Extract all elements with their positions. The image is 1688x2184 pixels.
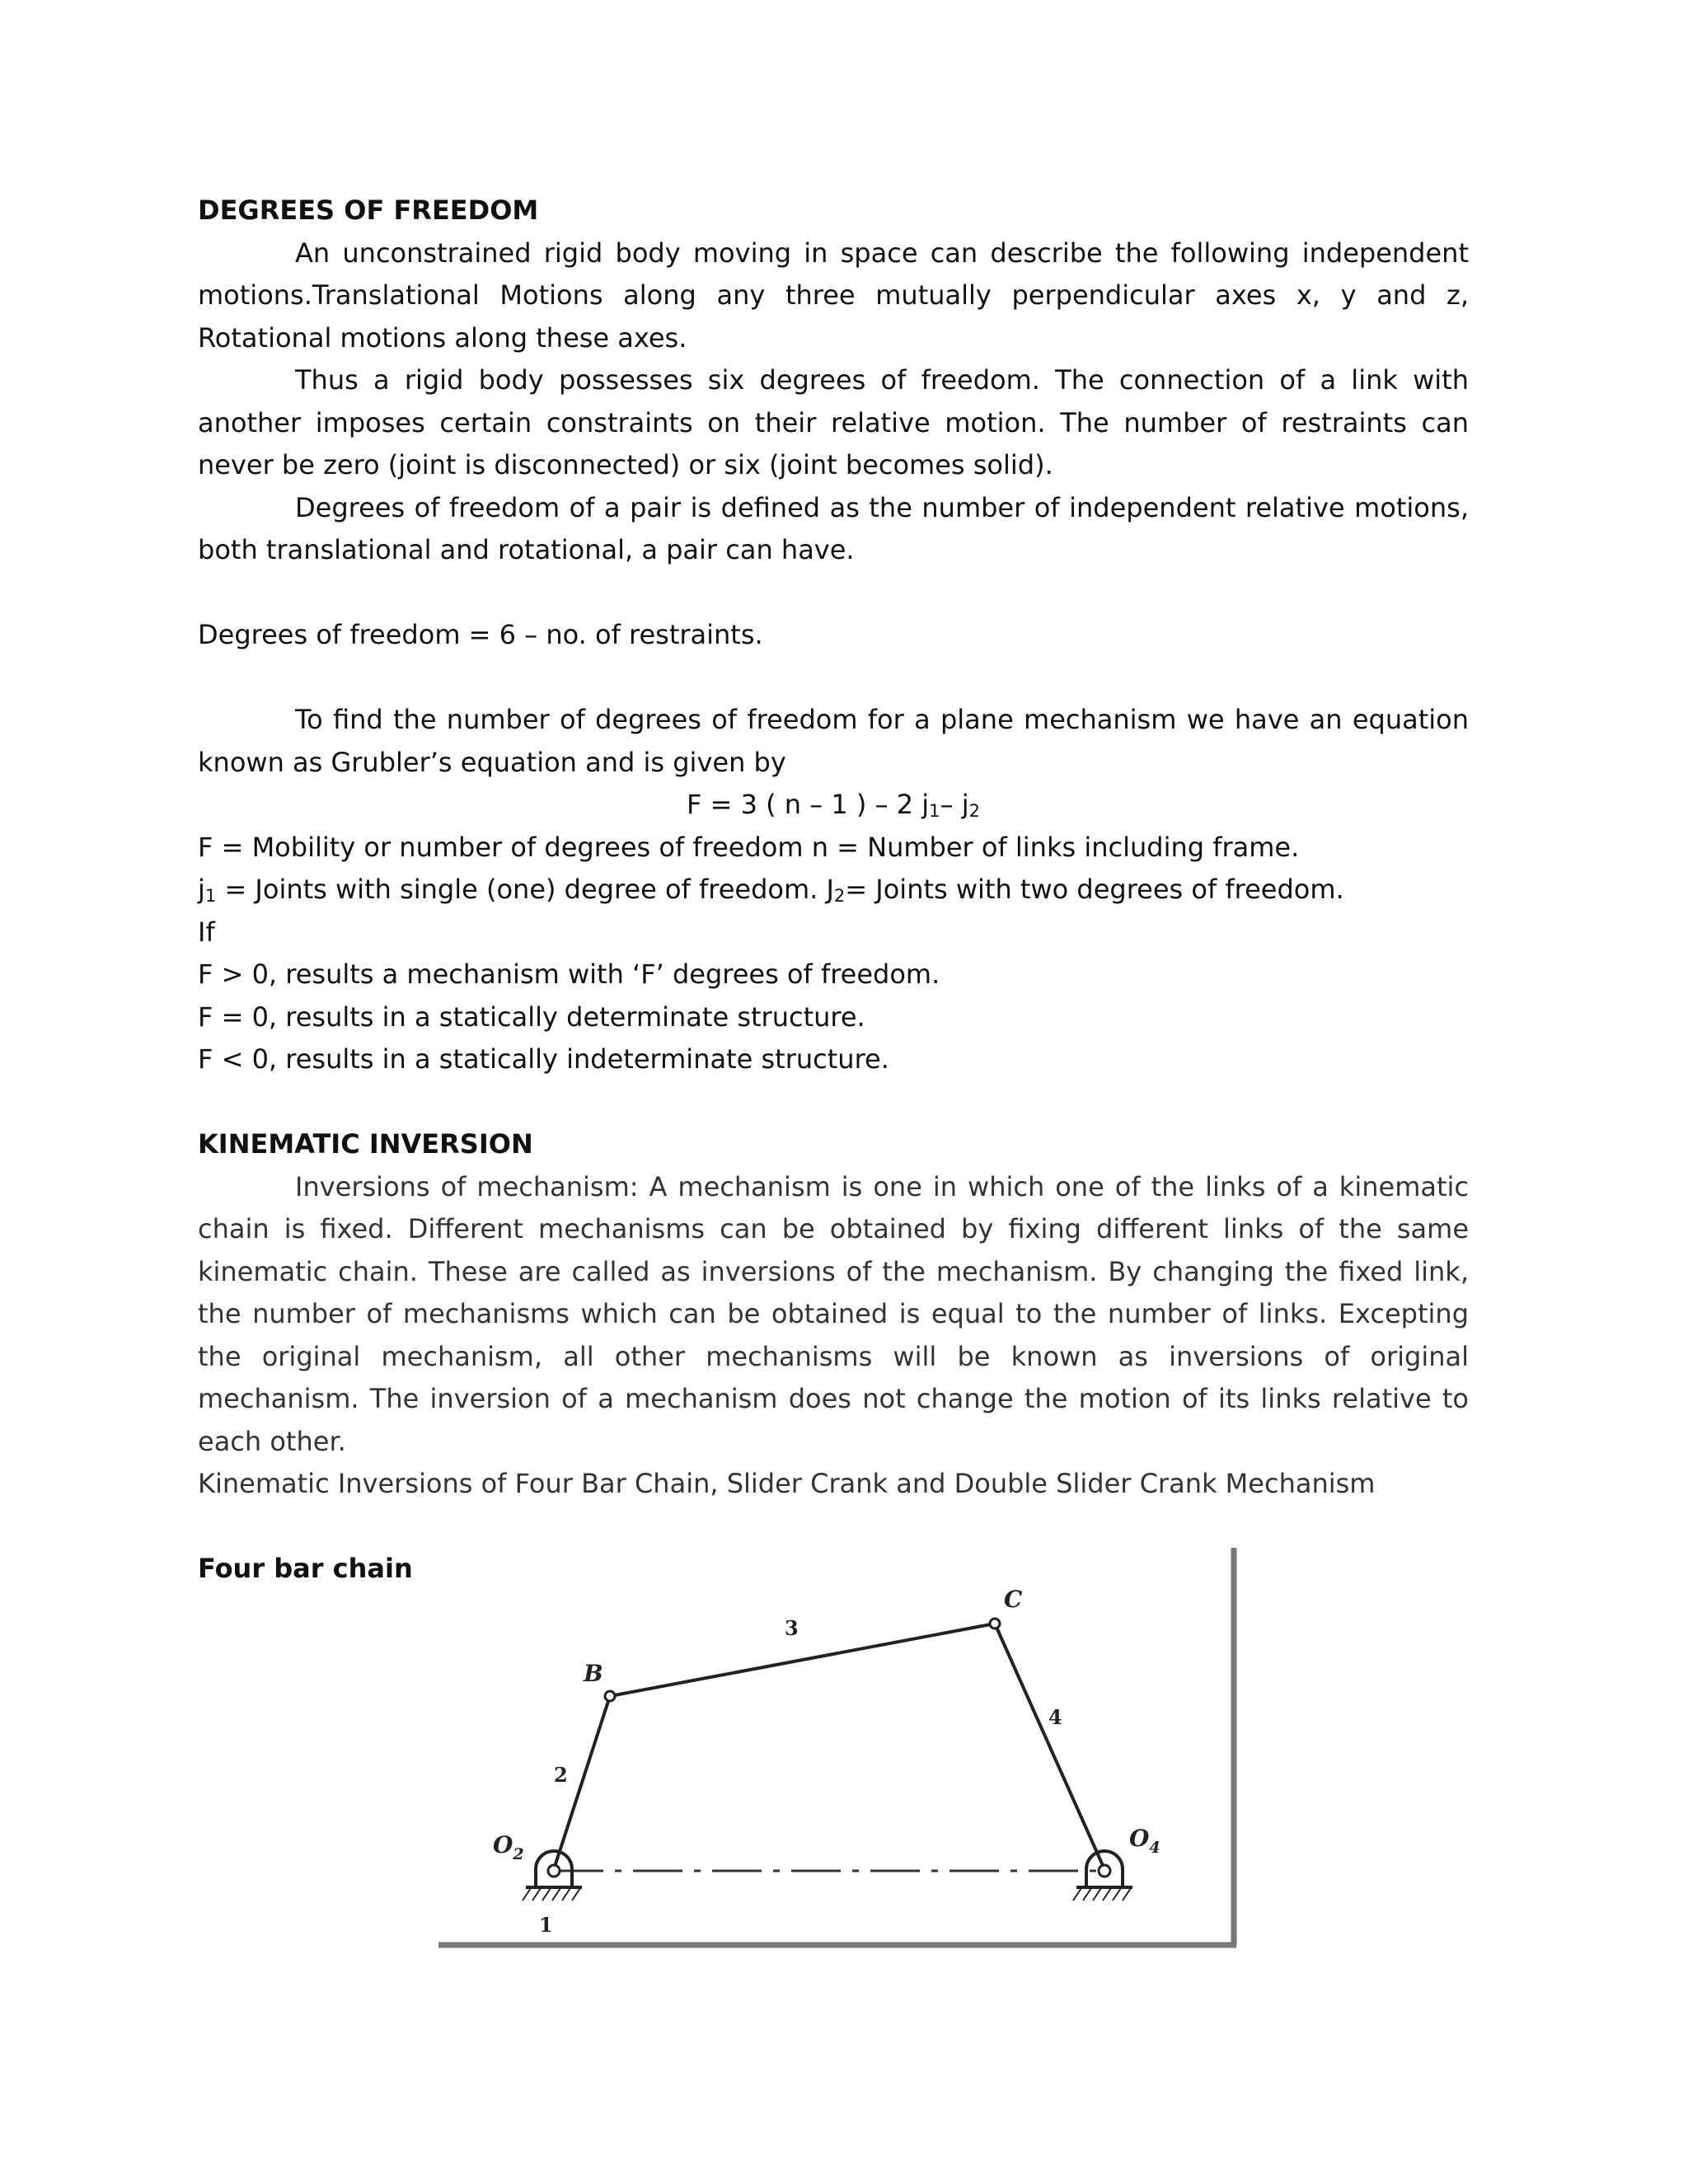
equation-sub-1: 1: [929, 801, 940, 821]
equation-mid: – j: [940, 789, 969, 820]
label-link-4: 4: [1048, 1705, 1062, 1729]
def2-a-sub: 1: [204, 886, 217, 906]
definition-line-1: F = Mobility or number of degrees of freedom n = Number of links including frame.: [198, 831, 1300, 863]
four-bar-chain-figure: [430, 1541, 1246, 1953]
label-o2-sub: 2: [513, 1845, 524, 1863]
if-label: If: [198, 916, 215, 948]
label-o4: [1129, 1825, 1160, 1857]
label-o2-letter: O: [493, 1831, 513, 1858]
case-positive: F > 0, results a mechanism with ‘F’ degrees of freedom.: [198, 958, 940, 990]
ground-pivot-o4: [1073, 1851, 1132, 1900]
dof-paragraph-4: To find the number of degrees of freedom for a plane mechanism we have an equation known as Grubler’s equation and is given by: [198, 704, 1469, 778]
ground-pivot-o2: [523, 1851, 582, 1900]
spacer: [198, 657, 1469, 700]
inversion-subline: Kinematic Inversions of Four Bar Chain, Slider Crank and Double Slider Crank Mechanism: [198, 1468, 1376, 1499]
label-o2: [493, 1831, 524, 1863]
link-4-rocker: [995, 1624, 1104, 1869]
dof-formula-line: Degrees of freedom = 6 – no. of restraints.: [198, 619, 763, 650]
dof-paragraph-3: Degrees of freedom of a pair is defined as the number of independent relative motions, both translational and rotational, a pair can have.: [198, 491, 1469, 565]
label-o4-sub: 4: [1149, 1839, 1160, 1857]
case-zero: F = 0, results in a statically determinate structure.: [198, 1001, 865, 1033]
dof-heading: DEGREES OF FREEDOM: [198, 194, 539, 226]
document-body: [198, 190, 1469, 1591]
label-link-3: 3: [785, 1616, 799, 1640]
four-bar-heading: Four bar chain: [198, 1553, 413, 1584]
four-bar-diagram: [430, 1541, 1246, 1953]
inversion-heading: KINEMATIC INVERSION: [198, 1128, 533, 1160]
def2-b: = Joints with single (one) degree of freedom. J: [216, 874, 834, 905]
label-b: B: [584, 1660, 603, 1687]
equation-sub-2: 2: [968, 801, 980, 821]
def2-a: j: [198, 874, 205, 905]
dof-paragraph-2: Thus a rigid body possesses six degrees of freedom. The connection of a link with another imposes certain constraints on their relative motion. The number of restraints can never be zero (joint is disconnected) or six (joint becomes solid).: [198, 364, 1469, 480]
definition-line-2: [198, 869, 1469, 912]
inversion-paragraph: Inversions of mechanism: A mechanism is one in which one of the links of a kinematic chain is fixed. Different mechanisms can be obtained by fixing different links of the same kinematic chain. These are called as inversions of the mechanism. By changing the fixed link, the number of mechanisms which can be obtained is equal to the number of links. Excepting the original mechanism, all other mechanisms will be known as inversions of original mechanism. The inversion of a mechanism does not change the motion of its links relative to each other.: [198, 1170, 1469, 1457]
label-o4-letter: O: [1129, 1825, 1150, 1852]
label-c: C: [1004, 1586, 1023, 1613]
label-link-2: 2: [554, 1763, 568, 1787]
joint-c: [990, 1619, 1000, 1629]
spacer: [198, 1081, 1469, 1124]
def2-b-sub: 2: [833, 886, 846, 906]
spacer: [198, 572, 1469, 615]
dof-paragraph-1: An unconstrained rigid body moving in space can describe the following independent motions.Translational Motions along any three mutually perpendicular axes x, y and z, Rotational motions along these axes.: [198, 237, 1469, 354]
def2-c: = Joints with two degrees of freedom.: [845, 874, 1344, 905]
joint-b: [605, 1691, 615, 1701]
link-3-coupler: [610, 1624, 995, 1696]
grubler-equation: [198, 784, 1469, 827]
case-negative: F < 0, results in a statically indeterminate structure.: [198, 1043, 889, 1075]
label-link-1: 1: [539, 1913, 553, 1937]
equation-prefix: F = 3 ( n – 1 ) – 2 j: [687, 789, 930, 820]
